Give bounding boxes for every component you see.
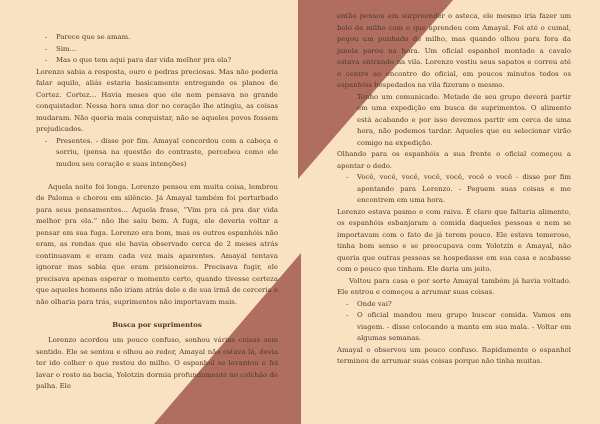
paragraph: Lorenzo sabia a resposta, ouro e pedras preciosas. Mas não poderia falar aquilo, aliás estaria basicamente entregando os planos de Cortez. Cortez… Havia meses que ele nem pensava no grande conquistador. Nessa hora uma dor no coração lhe atingiu, as coisas mudaram. Não queria mais conquistar, não se aqueles povos fossem prejudicados. <box>36 67 278 133</box>
dialogue-line: - Você, você, você, você, você, você e você - disse por fim apontando para Lorenzo. - Peguem suas coisas e me encontrem em uma hora. <box>337 172 571 207</box>
right-page <box>337 11 571 368</box>
dialogue-line: - O oficial mandou meu grupo buscar comida. Vamos em viagem. - disse colocando a manta em sua mala. - Voltar em algumas semanas. <box>337 310 571 345</box>
quote-paragraph: Tenho um comunicado. Metade de seu grupo deverá partir em uma expedição em busca de suprimentos. O alimento está acabando e por isso devemos partir em cerca de uma hora, não podemos tardar. Aqueles que eu selecionar virão comigo na expedição. <box>357 92 571 147</box>
paragraph: Lorenzo acordou um pouco confuso, sonhou várias coisas sem sentido. Ele se sentou e olhou ao redor, Amayal não estava lá, devia ter ido colher o que restou do milho. O espanhol se levantou e foi lavar o rosto na bacia, Yolotzin dormia profundamente no colchão de palha. Ele <box>36 336 278 390</box>
dialogue-line: - Mas o que tem aqui para dar vida melhor pra ela? <box>36 55 278 67</box>
dialogue-line: - Presentes. - disse por fim. Amayal concordou com a cabeça e sorriu, (pensa na questão do contraste, percebeu como ele mudou seu coração e suas intenções) <box>36 136 278 171</box>
dialogue-line: - Parece que se amam. <box>36 32 278 44</box>
paragraph: Aquela noite foi longa. Lorenzo pensou em muita coisa, lembrou de Paloma e chorou em silêncio. Já Amayal também foi perturbado para seus pensamentos… Aquela frase, “Vim pra cá pra dar vida melhor pra ela.” não lhe saiu bem. A fuga, ele deveria voltar a pensar em sua fuga. Lorenzo era bom, mas os outros espanhóis não eram, as rondas que ele havia observado cerca de 2 meses atrás continuavam e eram cada vez mais aparentes. Amayal tentava ignorar mas sabia que eram prisioneiros. Precisava fugir, ele precisava apenas esperar o momento certo, quando tivesse certeza que aqueles homens não iriam atrás dele e de sua irmã de cerceria e não olharia para trás, suprimentos não importavam mais. <box>36 182 278 306</box>
section-heading: Busca por suprimentos <box>112 320 202 329</box>
dialogue-line: - Sim… <box>36 44 278 56</box>
left-page <box>36 32 278 393</box>
paragraph: Amayal o observou um pouco confuso. Rapidamente o espanhol terminou de arrumar suas coisas porque não tinha muitas. <box>337 345 571 365</box>
paragraph: Lorenzo estava pasmo e com raiva. É claro que faltaria alimento, os espanhóis esbanjaram a comida daqueles pessoas e nem se importavam com o fato de já terem pouco. Ele estava temeroso, tinha bom senso e se preocupava com Yolotzin e Amayal, não queria que outras pessoas se hospedasse em sua casa e acabasse com o pouco que tinham. Ele daria um jeito. <box>337 207 571 273</box>
paragraph: Olhando para os espanhóis a sua frente o oficial começou a apontar o dedo. <box>337 150 571 170</box>
dialogue-line: - Onde vai? <box>337 299 571 311</box>
paragraph: Voltou para casa e por sorte Amayal também já havia voltado. Ele entrou e começou a arrumar suas coisas. <box>337 276 571 296</box>
paragraph: então pensou em surpreender o asteca, ele mesmo iria fazer um bolo de milho com o que aprendeu com Amayal. Foi até o cumal, pegou um punhado de milho, mas quando olhou para fora da janela parou na hora. Um oficial espanhol montado a cavalo estava entrando na vila. Lorenzo vestiu seus sapatos e correu até o centro ao encontro do oficial, em poucos minutos todos os espanhóis hospedados na vila fizeram o mesmo. <box>337 12 571 89</box>
